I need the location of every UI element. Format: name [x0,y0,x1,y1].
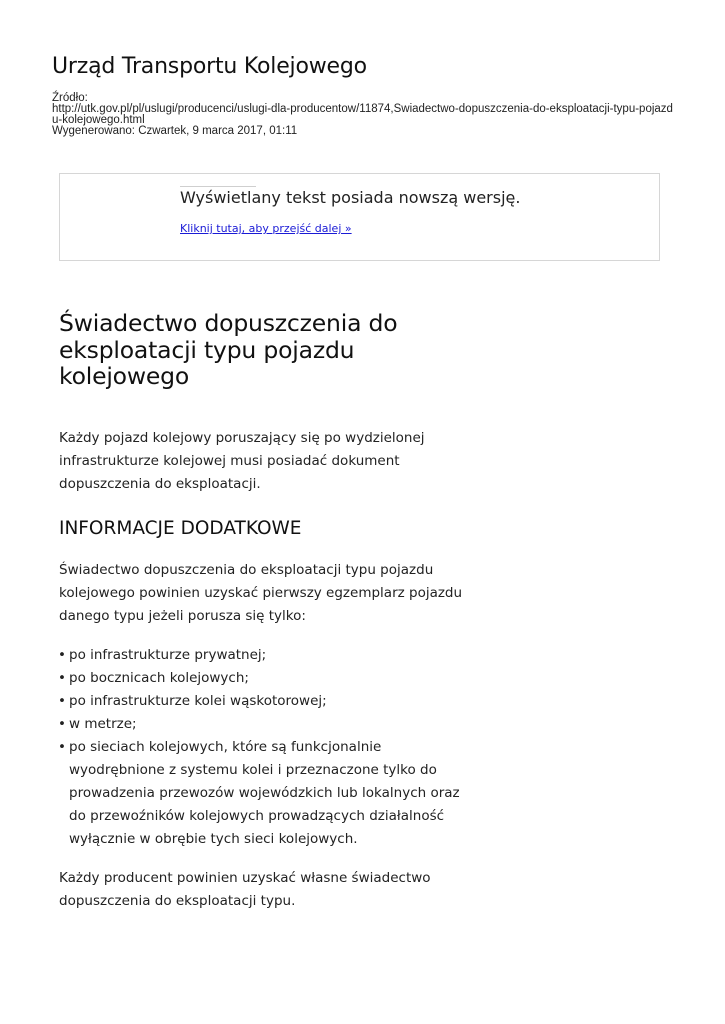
bullet-icon: • [58,646,66,663]
bullet-icon: • [58,738,66,755]
document-header [52,54,682,137]
document-meta [52,93,682,137]
bullet-icon: • [58,669,66,686]
section-heading: INFORMACJE DODATKOWE [59,517,302,539]
list-item-text: po bocznicach kolejowych; [69,669,249,686]
list-item [59,736,469,851]
continue-link[interactable]: Kliknij tutaj, aby przejść dalej » [180,222,352,235]
list-item-text: po infrastrukturze kolei wąskotorowej; [69,692,327,709]
source-label: Źródło: [52,92,88,104]
conditions-list [59,644,479,851]
list-item-text: w metrze; [69,715,137,732]
bullet-icon: • [58,715,66,732]
list-item [59,667,469,690]
intro-paragraph: Każdy pojazd kolejowy poruszający się po wydzielonej infrastrukturze kolejowej musi posiadać dokument dopuszczenia do eksploatacji. [59,429,425,492]
page-title: Świadectwo dopuszczenia do eksploatacji typu pojazdu kolejowego [59,309,398,390]
list-item [59,644,469,667]
list-item-text: po infrastrukturze prywatnej; [69,646,267,663]
generated-timestamp: Wygenerowano: Czwartek, 9 marca 2017, 01:11 [52,125,298,137]
list-item [59,690,469,713]
organization-title: Urząd Transportu Kolejowego [52,54,367,79]
closing-paragraph: Każdy producent powinien uzyskać własne świadectwo dopuszczenia do eksploatacji typu. [59,869,431,909]
list-item-text: po sieciach kolejowych, które są funkcjonalnie wyodrębnione z systemu kolei i przeznaczone tylko do prowadzenia przewozów wojewódzkich lub lokalnych oraz do przewoźników kolejowych prowadzących działalność wyłącznie w obrębie tych sieci kolejowych. [69,738,460,847]
source-url: http://utk.gov.pl/pl/uslugi/producenci/uslugi-dla-producentow/11874,Swiadectwo-dopuszczenia-do-eksploatacji-typu-pojazdu-kolejowego.html [52,103,673,126]
newer-version-notice [59,173,660,261]
notice-text: Wyświetlany tekst posiada nowszą wersję. [180,188,521,207]
article-content [59,310,479,913]
bullet-icon: • [58,692,66,709]
notice-divider [180,186,256,187]
list-item [59,713,469,736]
section-paragraph: Świadectwo dopuszczenia do eksploatacji typu pojazdu kolejowego powinien uzyskać pierwszy egzemplarz pojazdu danego typu jeżeli porusza się tylko: [59,561,463,624]
